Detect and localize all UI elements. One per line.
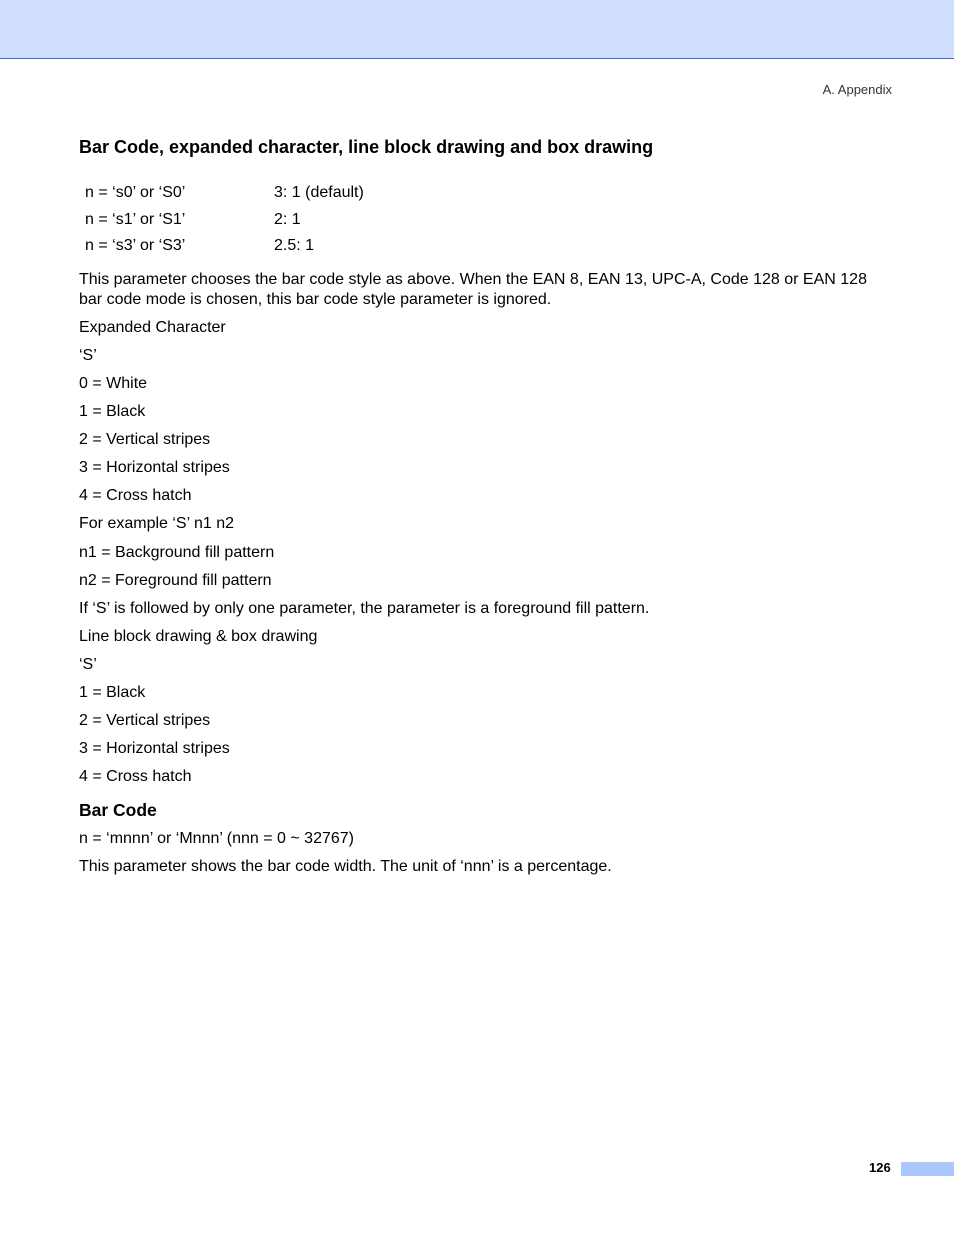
param-name: n = ‘s1’ or ‘S1’ — [85, 210, 186, 228]
text-line: 1 = Black — [79, 683, 146, 701]
text-line: ‘S’ — [79, 655, 97, 673]
section-title: Bar Code, expanded character, line block drawing and box drawing — [79, 137, 654, 157]
text-line: n1 = Background fill pattern — [79, 543, 275, 561]
text-line: 2 = Vertical stripes — [79, 431, 211, 449]
text-line: 4 = Cross hatch — [79, 487, 192, 505]
header-band — [0, 0, 954, 59]
text-line: ‘S’ — [79, 347, 97, 365]
page-tab — [901, 1162, 954, 1176]
bar-code-lines — [79, 829, 612, 885]
text-line: For example ‘S’ n1 n2 — [79, 515, 235, 533]
text-line: 4 = Cross hatch — [79, 768, 192, 785]
body-paragraph: This parameter chooses the bar code style as above. When the EAN 8, EAN 13, UPC-A, Code 128 or EAN 128 bar code mode is chosen, this bar code style parameter is ignored. — [79, 271, 867, 308]
text-line: Expanded Character — [79, 319, 226, 336]
param-name: n = ‘s3’ or ‘S3’ — [85, 237, 186, 254]
text-line: 0 = White — [79, 375, 148, 393]
text-line: n2 = Foreground fill pattern — [79, 571, 272, 589]
text-line: n = ‘mnnn’ or ‘Mnnn’ (nnn = 0 ~ 32767) — [79, 830, 354, 847]
bar-code-heading: Bar Code — [79, 800, 157, 820]
chapter-label: A. Appendix — [822, 82, 892, 97]
text-line: 3 = Horizontal stripes — [79, 459, 230, 477]
pattern-list — [79, 318, 649, 795]
param-value: 3: 1 (default) — [274, 184, 364, 201]
text-line: Line block drawing & box drawing — [79, 627, 318, 645]
page-number: 126 — [869, 1160, 891, 1175]
text-line: 1 = Black — [79, 403, 146, 421]
text-line: If ‘S’ is followed by only one parameter, the parameter is a foreground fill pattern. — [79, 599, 650, 617]
text-line: 2 = Vertical stripes — [79, 711, 211, 729]
text-line: 3 = Horizontal stripes — [79, 739, 230, 757]
param-name: n = ‘s0’ or ‘S0’ — [85, 184, 186, 201]
param-value: 2: 1 — [274, 210, 301, 228]
text-line: This parameter shows the bar code width. The unit of ‘nnn’ is a percentage. — [79, 858, 612, 876]
param-value: 2.5: 1 — [274, 237, 315, 254]
